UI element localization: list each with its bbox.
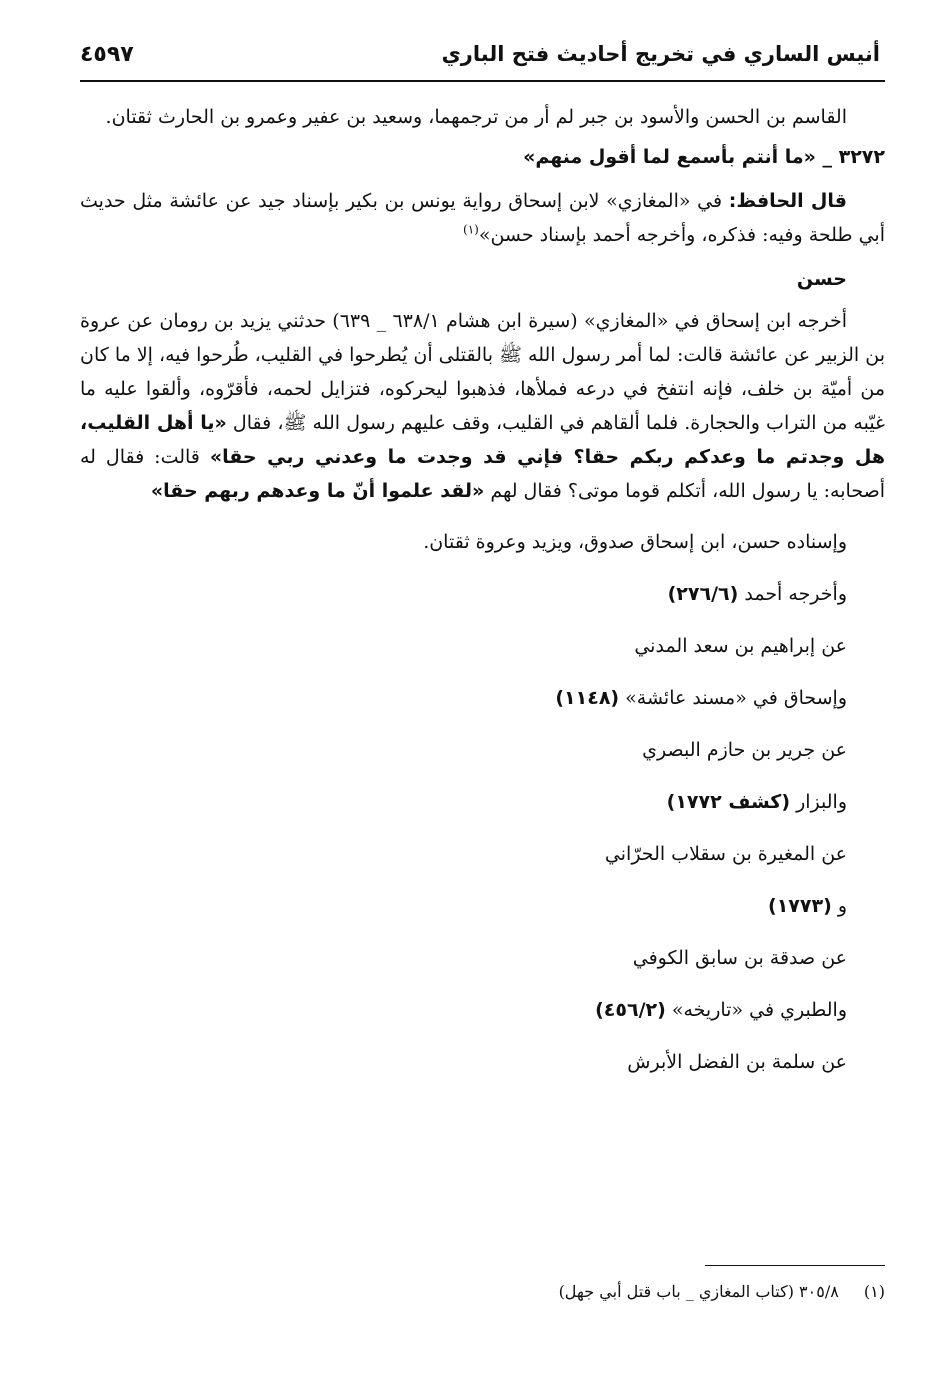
book-title: أنيس الساري في تخريج أحاديث فتح الباري [441,42,880,66]
footnote-text: ٣٠٥/٨ (كتاب المغازي _ باب قتل أبي جهل) [558,1282,839,1301]
narration-text-1: أخرجه ابن إسحاق في «المغازي» (سيرة ابن هشام ٦٣٨/١ _ ٦٣٩) حدثني يزيد بن رومان عن عروة بن الزبير عن عائشة قالت: لما أمر رسول الله ﷺ بالقتلى أن يُطرحوا في القليب، طُرحوا فيه، إلا ما كان من أميّة بن خلف، فإنه انتفخ في درعه فملأها، فذهبوا ليحركوه، فتزايل لحمه، فأقرّوه، وألقوا عليه ما غيّبه من التراب والحجارة. فلما ألقاهم في القليب، وقف عليهم رسول الله ﷺ، فقال [80,310,885,434]
hafiz-paragraph [80,184,885,252]
list-item: عن سلمة بن الفضل الأبرش [627,1051,847,1073]
list-item: عن إبراهيم بن سعد المدني [634,635,847,657]
list-item: عن صدقة بن سابق الكوفي [632,947,847,969]
list-item: و (١٧٧٣) [768,895,847,917]
opening-paragraph: القاسم بن الحسن والأسود بن جبر لم أر من ترجمهما، وسعيد بن عفير وعمرو بن الحارث ثقتان. [105,106,847,128]
takhrij-list [80,516,885,1088]
list-item: عن المغيرة بن سقلاب الحرّاني [604,843,847,865]
header-divider [80,80,885,82]
list-item: وإسحاق في «مسند عائشة» (١١٤٨) [555,687,847,709]
list-item: وإسناده حسن، ابن إسحاق صدوق، ويزيد وعروة ثقتان. [423,531,847,553]
prophet-quote-1: «يا أهل القليب، هل وجدتم ما وعدكم ربكم حقا؟ فإني قد وجدت ما وعدني ربي حقا» [80,412,885,468]
grade-label: حسن [796,268,847,290]
list-item: عن جرير بن حازم البصري [642,739,847,761]
footnote-number: (١) [863,1282,885,1301]
hafiz-label: قال الحافظ: [728,190,847,212]
prophet-quote-2: «لقد علموا أنّ ما وعدهم ربهم حقا» [150,480,485,502]
hafiz-text: في «المغازي» لابن إسحاق رواية يونس بن بكير بإسناد جيد عن عائشة مثل حديث أبي طلحة وفيه: فذكره، وأخرجه أحمد بإسناد حسن» [80,190,885,246]
page-header [80,42,880,82]
narration-text-2: قالت: فقال له أصحابه: يا رسول الله، أتكلم قوما موتى؟ فقال لهم [80,446,885,502]
list-item: والطبري في «تاريخه» (٤٥٦/٢) [595,999,847,1021]
list-item: والبزار (كشف ١٧٧٢) [666,791,847,813]
main-narration [80,304,885,508]
page-number: ٤٥٩٧ [80,42,134,67]
list-item: وأخرجه أحمد (٢٧٦/٦) [667,583,847,605]
hadith-heading: ٣٢٧٢ _ «ما أنتم بأسمع لما أقول منهم» [523,146,885,168]
page-body [80,100,885,1088]
footnote [559,1278,885,1306]
footnote-reference: (١) [463,222,479,237]
footnote-divider [705,1265,885,1266]
